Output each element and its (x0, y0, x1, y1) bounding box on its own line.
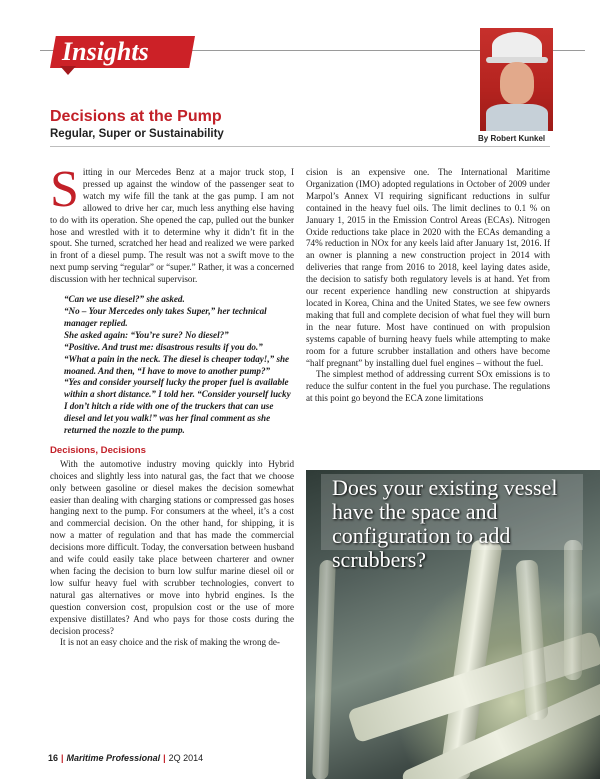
engine-room-photo (306, 470, 600, 779)
footer-separator: | (61, 753, 64, 763)
intro-paragraph (50, 161, 294, 286)
quote-line: “Yes and consider yourself lucky the proper fuel is available within a short distance.” I told her. “Consider yourself lucky I don’t hitch a ride with one of the truckers that can use diesel and let you walk!” was her final comment as she returned the nozzle to the pump. (64, 377, 291, 436)
body-paragraph: It is not an easy choice and the risk of making the wrong de- (60, 637, 280, 648)
page-number: 16 (48, 753, 59, 763)
author-byline: By Robert Kunkel (478, 134, 546, 143)
left-column (50, 161, 294, 649)
quote-line: “What a pain in the neck. The diesel is cheaper today!,” she moaned. And then, “I have to move to another pump?” (64, 353, 290, 376)
photo-caption: Does your existing vessel have the space and configuration to add scrubbers? (332, 475, 558, 572)
intro-text: itting in our Mercedes Benz at a major truck stop, I pressed up against the window of the passenger seat to watch my wife fill the tank at the gas pump. I am not allowed to drive her car, much less anything else having to do with its operation. She opened the cap, pulled out the bunker hose and wrestled with it to determine why it didn’t fit in the spout. She turned, scratched her head and realized we were parked in front of a diesel pump. The result was not a swift move to the next pump serving “regular” or “super.” Rather, it was a concerned discussion with her technical supervisor. (50, 167, 294, 285)
right-column (306, 167, 550, 405)
article-title: Decisions at the Pump (50, 108, 222, 125)
section-heading: Decisions, Decisions (50, 444, 146, 456)
quote-line: “Positive. And trust me: disastrous results if you do.” (64, 341, 263, 352)
page-footer (48, 753, 203, 763)
section-label: Insights (62, 37, 149, 66)
magazine-name: Maritime Professional (66, 753, 161, 763)
footer-separator: | (163, 753, 166, 763)
quote-line: She asked again: “You’re sure? No diesel?” (64, 329, 229, 340)
quote-line: “Can we use diesel?” she asked. (64, 294, 185, 305)
title-rule (50, 146, 550, 147)
body-paragraph: With the automotive industry moving quickly into Hybrid choices and slightly less into natural gas, the fact that we choose only between gasoline or diesel makes the decision somewhat easier than dealing with charging stations or compressed gas hoses hanging next to the pump. For consumers at the wheel, it’s a cost and commercial decision. On the other hand, for shipping, it is now a matter of regulation and that has made the commercial decisions more difficult. Today, the conversation between husband and wife could easily take place between charterer and owner when facing the decision to burn low sulfur marine diesel oil or low sulfur heavy fuel with scrubber technologies, convert to natural gas alternatives or move into hybrid engines. Is the question conversion cost, propulsion cost or the use of more expensive distillates? And who pays for those costs during the decision process? (50, 458, 294, 636)
body-paragraph: The simplest method of addressing current SOx emissions is to reduce the sulfur content in the fuel you purchase. The regulations at this point go beyond the ECA zone limitations (306, 369, 550, 404)
drop-cap: S (50, 161, 79, 218)
issue-label: 2Q 2014 (168, 753, 204, 763)
author-photo (480, 28, 553, 131)
dialogue-quote-block (64, 294, 294, 437)
body-paragraph: cision is an expensive one. The International Maritime Organization (IMO) adopted regulations in October of 2009 under Marpol’s Annex VI requiring significant reductions in sulfur contained in the heavy fuel oils. The limit declines to 0.1 % on January 1, 2015 in the Emission Control Areas (ECAs). Nitrogen Oxide reductions take place in 2020 with the ECAs demanding a 74% reduction in NOx for any keels laid after January 1st, 2016. If an owner is planning a new construction project in 2014 with deliveries that range from 2016 to 2018, keel laying dates aside, the decision to satisfy both regulatory levels is at hand. Yet from our recent experience handling new construction at shipyards located in Korea, China and the United States, we see few owners making that full and complete decision of what fuel they will burn in the near future. Most have continued on with propulsion systems capable of burning heavy fuels while attempting to make room for a future scrubber installation and others have become “half pregnant” by installing duel fuel engines – without the fuel. (306, 167, 550, 368)
article-subtitle: Regular, Super or Sustainability (50, 128, 224, 140)
quote-line: “No – Your Mercedes only takes Super,” her technical manager replied. (64, 305, 267, 328)
